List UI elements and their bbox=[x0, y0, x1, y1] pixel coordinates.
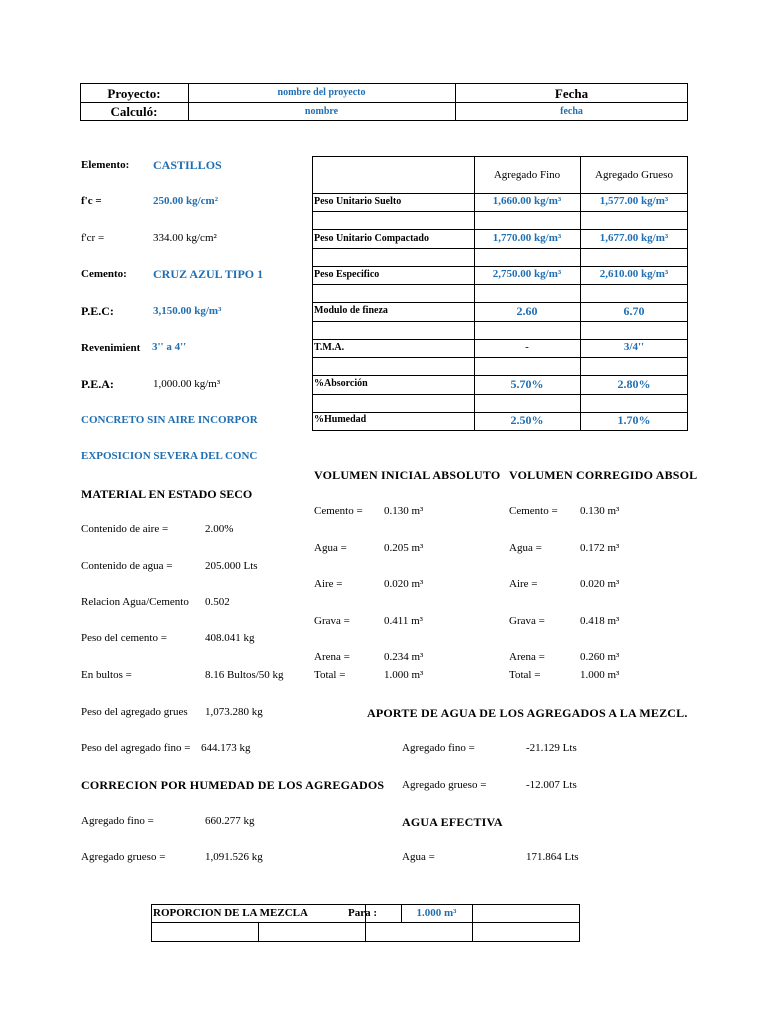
agg-fino-value: 1,770.00 kg/m³ bbox=[492, 232, 562, 244]
vi-label: Aire = bbox=[314, 578, 343, 590]
pea-value: 1,000.00 kg/m³ bbox=[153, 378, 221, 390]
col-header-grueso: Agregado Grueso bbox=[595, 169, 673, 181]
agg-fino-value: 5.70% bbox=[510, 377, 544, 391]
agg-row-line bbox=[312, 229, 688, 230]
agg-row-line bbox=[312, 302, 688, 303]
agg-grueso-value: 1.70% bbox=[617, 413, 651, 427]
agg-row-label: Peso Unitario Compactado bbox=[314, 233, 429, 244]
agua-efectiva-value: 171.864 Lts bbox=[526, 851, 579, 863]
para-label: Para : bbox=[348, 907, 378, 919]
agg-row-line bbox=[312, 211, 688, 212]
agg-row-label: Modulo de fineza bbox=[314, 305, 388, 316]
agg-row-line bbox=[312, 375, 688, 376]
seco-value: 408.041 kg bbox=[205, 632, 255, 644]
correccion-title: CORRECION POR HUMEDAD DE LOS AGREGADOS bbox=[81, 778, 385, 792]
seco-label: En bultos = bbox=[81, 669, 132, 681]
cemento-value: CRUZ AZUL TIPO 1 bbox=[153, 267, 264, 281]
seco-value: 2.00% bbox=[205, 523, 234, 535]
correccion-fino-value: 660.277 kg bbox=[205, 815, 255, 827]
vc-value: 0.020 m³ bbox=[580, 578, 620, 590]
agg-row-label: T.M.A. bbox=[314, 342, 345, 353]
proyecto-label: Proyecto: bbox=[107, 86, 161, 101]
fc-label: f'c = bbox=[81, 195, 102, 207]
vi-label: Cemento = bbox=[314, 505, 363, 517]
vc-value: 0.260 m³ bbox=[580, 651, 620, 663]
agg-grueso-value: 1,577.00 kg/m³ bbox=[599, 195, 669, 207]
agg-row-line bbox=[312, 357, 688, 358]
aporte-fino-value: -21.129 Lts bbox=[526, 742, 577, 754]
seco-label: Contenido de agua = bbox=[81, 560, 173, 572]
vi-value: 1.000 m³ bbox=[384, 669, 424, 681]
proporcion-col-line bbox=[258, 922, 259, 942]
vc-value: 0.172 m³ bbox=[580, 542, 620, 554]
vi-label: Grava = bbox=[314, 615, 350, 627]
agg-row-line bbox=[312, 266, 688, 267]
seco-title: MATERIAL EN ESTADO SECO bbox=[81, 487, 253, 501]
vc-label: Agua = bbox=[509, 542, 542, 554]
vi-label: Total = bbox=[314, 669, 346, 681]
agg-fino-value: 2.60 bbox=[516, 304, 538, 318]
aporte-grueso-value: -12.007 Lts bbox=[526, 779, 577, 791]
agg-row-line bbox=[312, 339, 688, 340]
exposicion-note: EXPOSICION SEVERA DEL CONC bbox=[81, 450, 258, 462]
agg-row-label: Peso Especifico bbox=[314, 269, 380, 280]
vc-label: Aire = bbox=[509, 578, 538, 590]
agg-grueso-value: 2.80% bbox=[617, 377, 651, 391]
proporcion-title: ROPORCION DE LA MEZCLA bbox=[153, 908, 308, 919]
concreto-note: CONCRETO SIN AIRE INCORPOR bbox=[81, 414, 258, 426]
proyecto-value: nombre del proyecto bbox=[277, 87, 366, 98]
vi-value: 0.205 m³ bbox=[384, 542, 424, 554]
agg-grueso-value: 3/4'' bbox=[623, 341, 645, 353]
agg-fino-value: 2.50% bbox=[510, 413, 544, 427]
vc-label: Arena = bbox=[509, 651, 545, 663]
vc-value: 0.130 m³ bbox=[580, 505, 620, 517]
volumen-corregido-title: VOLUMEN CORREGIDO ABSOL bbox=[509, 468, 698, 482]
revenimiento-value: 3'' a 4'' bbox=[152, 341, 187, 353]
correccion-grueso-label: Agregado grueso = bbox=[81, 851, 166, 863]
agg-row-line bbox=[312, 284, 688, 285]
vc-label: Cemento = bbox=[509, 505, 558, 517]
correccion-grueso-value: 1,091.526 kg bbox=[205, 851, 263, 863]
fc-value: 250.00 kg/cm² bbox=[153, 195, 219, 207]
cemento-label: Cemento: bbox=[81, 268, 127, 280]
vi-value: 0.020 m³ bbox=[384, 578, 424, 590]
vi-value: 0.411 m³ bbox=[384, 615, 423, 627]
agg-row-label: Peso Unitario Suelto bbox=[314, 196, 402, 207]
pec-label: P.E.C: bbox=[81, 304, 114, 318]
vi-value: 0.234 m³ bbox=[384, 651, 424, 663]
agg-fino-value: 2,750.00 kg/m³ bbox=[492, 268, 562, 280]
seco-value: 0.502 bbox=[205, 596, 230, 608]
seco-label: Relacion Agua/Cemento bbox=[81, 596, 189, 608]
fcr-value: 334.00 kg/cm² bbox=[153, 232, 217, 244]
calculo-label: Calculó: bbox=[110, 104, 158, 119]
seco-value: 8.16 Bultos/50 kg bbox=[205, 669, 284, 681]
vi-label: Agua = bbox=[314, 542, 347, 554]
fecha-label: Fecha bbox=[554, 86, 589, 101]
seco-value: 644.173 kg bbox=[201, 742, 251, 754]
aporte-grueso-label: Agregado grueso = bbox=[402, 779, 487, 791]
seco-value: 205.000 Lts bbox=[205, 560, 258, 572]
seco-value: 1,073.280 kg bbox=[205, 706, 263, 718]
calculo-value: nombre bbox=[304, 106, 339, 117]
elemento-label: Elemento: bbox=[81, 159, 130, 171]
fecha-value: fecha bbox=[560, 106, 583, 117]
col-header-fino: Agregado Fino bbox=[493, 169, 561, 181]
elemento-value: CASTILLOS bbox=[153, 158, 222, 172]
agg-fino-value: - bbox=[525, 341, 529, 353]
vc-label: Grava = bbox=[509, 615, 545, 627]
header-divider bbox=[80, 102, 688, 103]
vi-value: 0.130 m³ bbox=[384, 505, 424, 517]
pea-label: P.E.A: bbox=[81, 377, 114, 391]
para-value: 1.000 m³ bbox=[416, 907, 457, 919]
agg-grueso-value: 2,610.00 kg/m³ bbox=[599, 268, 669, 280]
vi-label: Arena = bbox=[314, 651, 350, 663]
seco-label: Contenido de aire = bbox=[81, 523, 169, 535]
agg-row-label: %Humedad bbox=[314, 414, 367, 425]
aporte-title: APORTE DE AGUA DE LOS AGREGADOS A LA MEZCL. bbox=[367, 706, 688, 720]
revenimiento-label: Revenimient bbox=[81, 342, 141, 354]
proporcion-col-line bbox=[472, 904, 473, 942]
agg-row-line bbox=[312, 193, 688, 194]
agg-row-label: %Absorción bbox=[314, 378, 368, 389]
seco-label: Peso del cemento = bbox=[81, 632, 167, 644]
agg-grueso-value: 6.70 bbox=[623, 304, 645, 318]
vc-value: 0.418 m³ bbox=[580, 615, 620, 627]
fcr-label: f'cr = bbox=[81, 232, 105, 244]
agua-efectiva-label: Agua = bbox=[402, 851, 435, 863]
agg-grueso-value: 1,677.00 kg/m³ bbox=[599, 232, 669, 244]
agua-efectiva-title: AGUA EFECTIVA bbox=[402, 815, 503, 829]
pec-value: 3,150.00 kg/m³ bbox=[153, 305, 222, 317]
agg-row-line bbox=[312, 394, 688, 395]
agg-fino-value: 1,660.00 kg/m³ bbox=[492, 195, 562, 207]
vc-value: 1.000 m³ bbox=[580, 669, 620, 681]
seco-label: Peso del agregado fino = bbox=[81, 742, 191, 754]
agg-row-line bbox=[312, 248, 688, 249]
vc-label: Total = bbox=[509, 669, 541, 681]
seco-label: Peso del agregado grues bbox=[81, 706, 188, 718]
volumen-inicial-title: VOLUMEN INICIAL ABSOLUTO bbox=[314, 468, 501, 482]
agg-row-line bbox=[312, 321, 688, 322]
correccion-fino-label: Agregado fino = bbox=[81, 815, 154, 827]
aporte-fino-label: Agregado fino = bbox=[402, 742, 475, 754]
